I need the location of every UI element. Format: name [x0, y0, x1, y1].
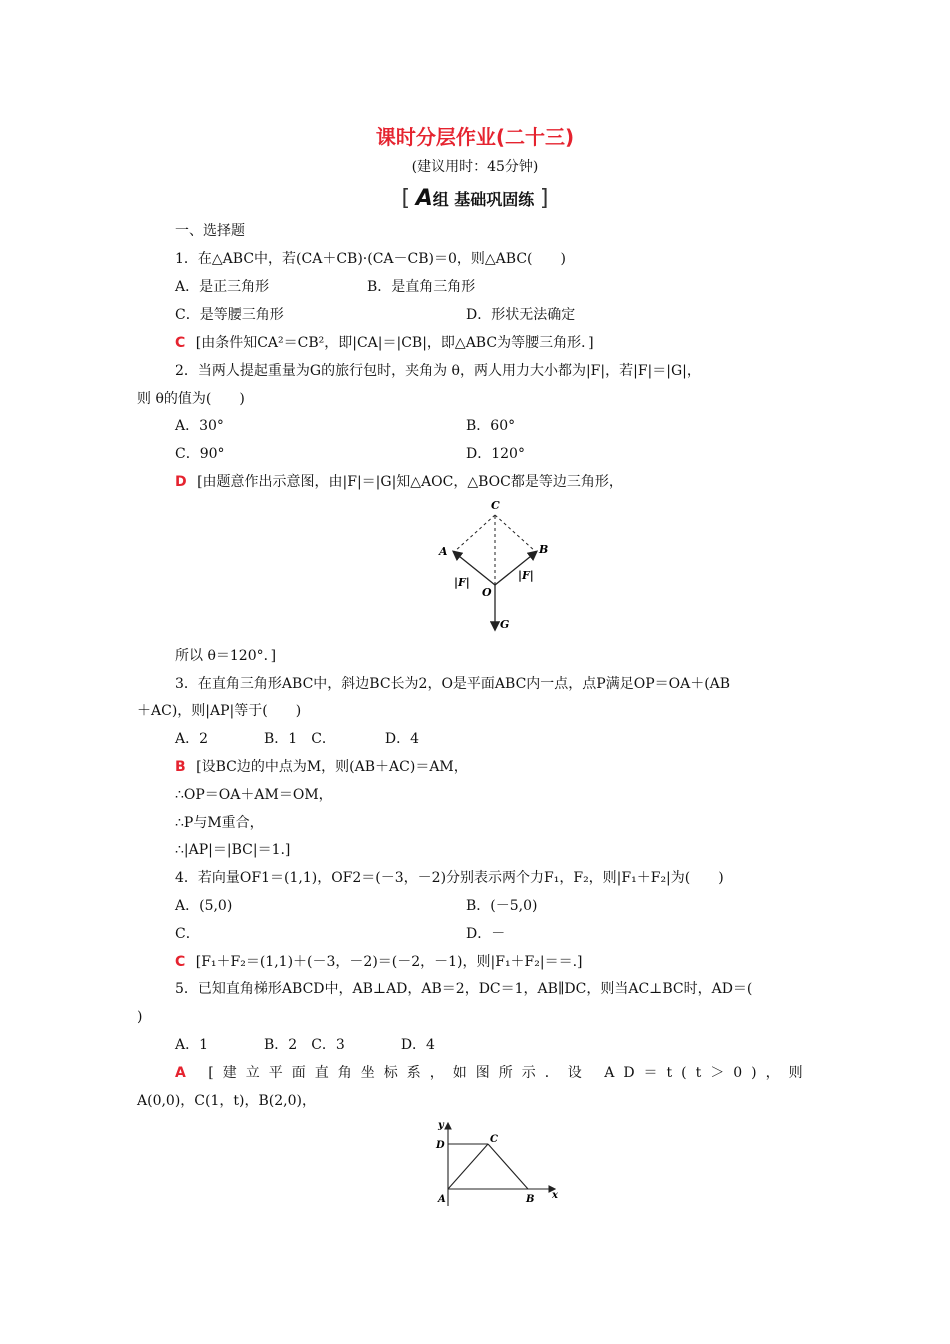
q5-label-x: x	[552, 1190, 558, 1201]
q5-options: A．1 B．2 C．3 D．4	[175, 1037, 435, 1053]
q2-dashed-ca	[454, 515, 495, 552]
q2-label-g: G	[500, 618, 510, 631]
q3-options: A．2 B．1 C． D．4	[175, 731, 420, 747]
q2-label-f-right: |F|	[518, 569, 534, 582]
q3-answer-letter: B	[175, 759, 186, 775]
q3-stem-line2: ＋AC)，则|AP|等于( )	[137, 703, 302, 719]
q4-answer	[175, 953, 583, 971]
q2-conclusion: 所以 θ＝120°．]	[175, 648, 277, 664]
q4-stem: 4．若向量OF1＝(1,1)，OF2＝(－3，－2)分别表示两个力F₁，F₂，则|F₁＋F₂|为( )	[175, 870, 724, 886]
q4-answer-text: [F₁＋F₂＝(1,1)＋(－3，－2)＝(－2，－1)，则|F₁＋F₂|＝＝.]	[195, 954, 583, 970]
q2-label-c: C	[491, 499, 500, 512]
q5-answer-letter: A	[175, 1065, 186, 1081]
suggested-time: (建议用时：45分钟)	[411, 159, 539, 175]
q5-answer-text: [建立平面直角坐标系，如图所示．设 AD＝t(t＞0)，则	[208, 1065, 812, 1081]
group-heading	[0, 186, 950, 213]
q1-stem: 1．在△ABC中，若(CA＋CB)·(CA－CB)＝0，则△ABC( )	[175, 251, 566, 267]
q2-option-a: A．30°	[175, 418, 224, 434]
q1-option-d: D．形状无法确定	[466, 307, 576, 323]
q4-option-c: C．	[175, 926, 200, 942]
q2-force-diagram	[430, 495, 570, 635]
q2-option-c: C．90°	[175, 446, 225, 462]
q1-answer-text: [由条件知CA²＝CB²，即|CA|＝|CB|，即△ABC为等腰三角形．]	[195, 335, 594, 351]
q2-dashed-cb	[495, 515, 536, 552]
q3-answer-text: [设BC边的中点为M，则(AB＋AC)＝AM，	[196, 759, 468, 775]
q2-stem-line1: 2．当两人提起重量为G的旅行包时，夹角为 θ，两人用力大小都为|F|，若|F|＝|G|，	[175, 363, 701, 379]
q2-option-d: D．120°	[466, 446, 525, 462]
q1-answer	[175, 334, 594, 352]
q2-stem-line2: 则 θ的值为( )	[137, 391, 245, 407]
q1-option-c: C．是等腰三角形	[175, 307, 284, 323]
q5-label-y: y	[438, 1120, 444, 1131]
q3-solution-line4: ∴|AP|＝|BC|＝1.]	[175, 842, 291, 858]
q2-answer-letter: D	[175, 474, 187, 490]
q5-stem-line2: )	[137, 1009, 143, 1025]
q1-answer-letter: C	[175, 335, 186, 351]
group-label: 组 基础巩固练	[432, 190, 535, 209]
q5-label-b: B	[526, 1194, 535, 1205]
q5-label-a: A	[438, 1194, 446, 1205]
q3-solution-line2: ∴OP＝OA＋AM＝OM，	[175, 787, 333, 803]
q5-coordinate-diagram	[430, 1118, 565, 1213]
q2-answer	[175, 473, 623, 491]
q5-label-c: C	[490, 1134, 498, 1145]
q4-answer-letter: C	[175, 954, 186, 970]
group-letter: A	[415, 186, 433, 211]
q5-segment-cb	[488, 1144, 528, 1189]
q5-answer	[175, 1064, 812, 1082]
q4-option-d: D．－	[466, 926, 506, 942]
q3-answer	[175, 758, 468, 776]
group-bracket-open: [	[401, 186, 411, 211]
q5-segment-ac	[448, 1144, 488, 1189]
q1-option-b: B．是直角三角形	[367, 279, 476, 295]
q4-option-a: A．(5,0)	[175, 898, 233, 914]
q3-stem-line1: 3．在直角三角形ABC中，斜边BC长为2，O是平面ABC内一点，点P满足OP＝OA＋(AB	[175, 676, 731, 692]
q5-solution-line2: A(0,0)，C(1，t)，B(2,0)，	[137, 1093, 316, 1109]
q5-stem-line1: 5．已知直角梯形ABCD中，AB⊥AD，AB＝2，DC＝1，AB∥DC，则当AC⊥BC时，AD＝(	[175, 981, 753, 997]
section-title: 一、选择题	[175, 223, 245, 239]
q3-solution-line3: ∴P与M重合，	[175, 815, 264, 831]
q1-option-a: A．是正三角形	[175, 279, 270, 295]
page-title: 课时分层作业(二十三)	[375, 125, 575, 149]
q4-option-b: B．(－5,0)	[466, 898, 538, 914]
q2-answer-text: [由题意作出示意图，由|F|＝|G|知△AOC，△BOC都是等边三角形，	[197, 474, 623, 490]
group-bracket-close: ]	[539, 186, 549, 211]
q2-label-b: B	[539, 543, 549, 556]
q2-label-f-left: |F|	[454, 576, 470, 589]
q5-label-d: D	[436, 1140, 445, 1151]
q2-option-b: B．60°	[466, 418, 516, 434]
q2-label-a: A	[439, 545, 448, 558]
q2-label-o: O	[482, 586, 492, 599]
